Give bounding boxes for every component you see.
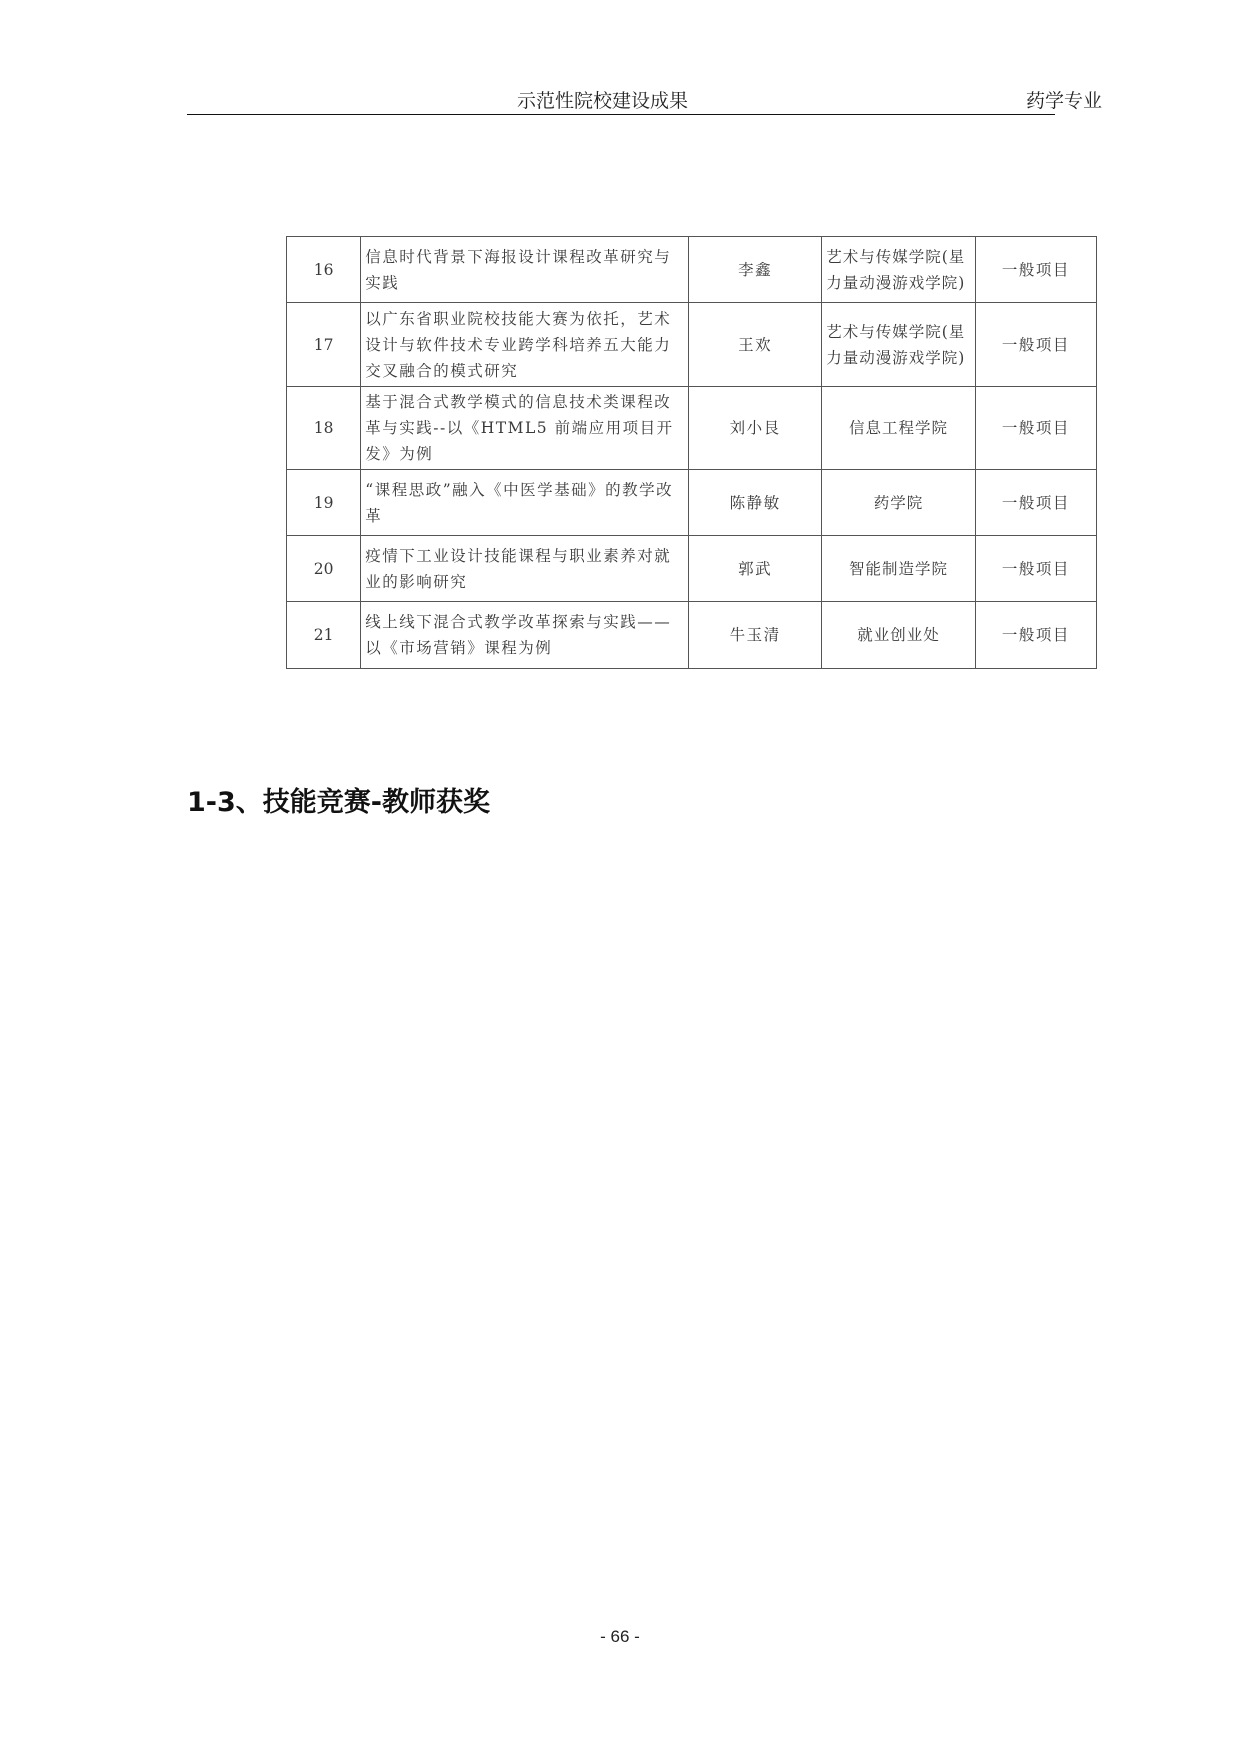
table-row bbox=[287, 470, 1097, 536]
project-title: “课程思政”融入《中医学基础》的教学改革 bbox=[361, 470, 689, 536]
project-level: 一般项目 bbox=[975, 470, 1096, 536]
row-number: 16 bbox=[287, 237, 361, 303]
project-department: 药学院 bbox=[822, 470, 976, 536]
header-title: 示范性院校建设成果 bbox=[517, 90, 689, 112]
table-row bbox=[287, 602, 1097, 669]
project-leader: 王欢 bbox=[688, 303, 821, 387]
project-level: 一般项目 bbox=[975, 387, 1096, 470]
section-heading: 1-3、技能竞赛-教师获奖 bbox=[187, 787, 490, 818]
row-number: 20 bbox=[287, 536, 361, 602]
project-department: 艺术与传媒学院(星力量动漫游戏学院) bbox=[822, 303, 976, 387]
table-row bbox=[287, 303, 1097, 387]
project-leader: 刘小艮 bbox=[688, 387, 821, 470]
row-number: 18 bbox=[287, 387, 361, 470]
project-department: 智能制造学院 bbox=[822, 536, 976, 602]
project-title: 信息时代背景下海报设计课程改革研究与实践 bbox=[361, 237, 689, 303]
project-department: 信息工程学院 bbox=[822, 387, 976, 470]
header-divider bbox=[187, 114, 1055, 115]
project-leader: 陈静敏 bbox=[688, 470, 821, 536]
table-row bbox=[287, 237, 1097, 303]
project-level: 一般项目 bbox=[975, 303, 1096, 387]
project-leader: 牛玉清 bbox=[688, 602, 821, 669]
project-table bbox=[286, 236, 1097, 669]
row-number: 19 bbox=[287, 470, 361, 536]
page-number: - 66 - bbox=[600, 1627, 640, 1646]
project-level: 一般项目 bbox=[975, 536, 1096, 602]
table-row bbox=[287, 536, 1097, 602]
project-title: 以广东省职业院校技能大赛为依托，艺术设计与软件技术专业跨学科培养五大能力交叉融合的模式研究 bbox=[361, 303, 689, 387]
project-level: 一般项目 bbox=[975, 602, 1096, 669]
project-title: 线上线下混合式教学改革探索与实践——以《市场营销》课程为例 bbox=[361, 602, 689, 669]
project-level: 一般项目 bbox=[975, 237, 1096, 303]
header-major: 药学专业 bbox=[1025, 90, 1102, 112]
row-number: 17 bbox=[287, 303, 361, 387]
project-leader: 李鑫 bbox=[688, 237, 821, 303]
project-title: 基于混合式教学模式的信息技术类课程改革与实践--以《HTML5 前端应用项目开发》为例 bbox=[361, 387, 689, 470]
row-number: 21 bbox=[287, 602, 361, 669]
project-leader: 郭武 bbox=[688, 536, 821, 602]
table-row bbox=[287, 387, 1097, 470]
project-table-container bbox=[286, 236, 1097, 669]
page-header bbox=[187, 86, 1102, 116]
project-department: 艺术与传媒学院(星力量动漫游戏学院) bbox=[822, 237, 976, 303]
project-title: 疫情下工业设计技能课程与职业素养对就业的影响研究 bbox=[361, 536, 689, 602]
project-department: 就业创业处 bbox=[822, 602, 976, 669]
